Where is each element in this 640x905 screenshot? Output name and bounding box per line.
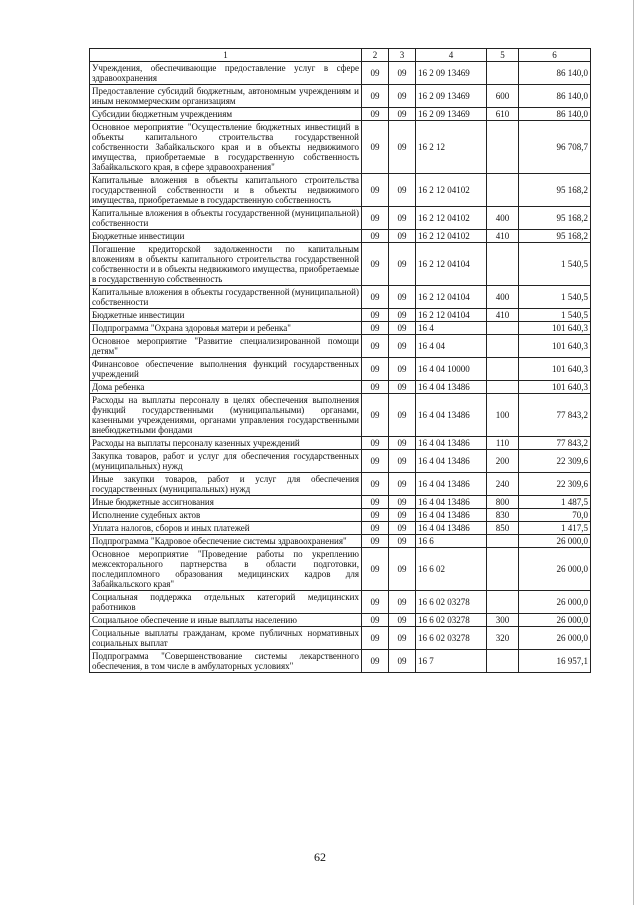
- row-target-article: 16 6 02: [416, 548, 487, 591]
- row-name: Погашение кредиторской задолженности по капитальным вложениям в объекты капитального строительства государственной собственности и в объекты недвижимого имущества, приобретаемые в государственную собственность: [90, 243, 362, 286]
- row-expense-type: 800: [487, 496, 519, 509]
- row-name: Социальная поддержка отдельных категорий медицинских работников: [90, 591, 362, 614]
- row-amount: 95 168,2: [519, 174, 591, 207]
- row-name: Капитальные вложения в объекты государственной (муниципальной) собственности: [90, 207, 362, 230]
- row-section: 09: [362, 535, 389, 548]
- row-section: 09: [362, 394, 389, 437]
- table-row: [90, 174, 591, 207]
- row-name: Подпрограмма "Совершенствование системы лекарственного обеспечения, в том числе в амбулаторных условиях": [90, 650, 362, 673]
- row-section: 09: [362, 548, 389, 591]
- row-target-article: 16 6 02 03278: [416, 591, 487, 614]
- row-amount: 16 957,1: [519, 650, 591, 673]
- table-row: [90, 473, 591, 496]
- row-expense-type: 200: [487, 450, 519, 473]
- table-row: [90, 309, 591, 322]
- row-expense-type: [487, 322, 519, 335]
- row-amount: 86 140,0: [519, 62, 591, 85]
- row-subsection: 09: [389, 496, 416, 509]
- row-subsection: 09: [389, 335, 416, 358]
- row-subsection: 09: [389, 85, 416, 108]
- header-cell-5: 5: [487, 49, 519, 62]
- row-target-article: 16 2 12 04104: [416, 243, 487, 286]
- budget-table-body: [90, 49, 591, 673]
- row-section: 09: [362, 627, 389, 650]
- row-name: Учреждения, обеспечивающие предоставление услуг в сфере здравоохранения: [90, 62, 362, 85]
- row-name: Исполнение судебных актов: [90, 509, 362, 522]
- row-subsection: 09: [389, 322, 416, 335]
- row-subsection: 09: [389, 286, 416, 309]
- table-row: [90, 121, 591, 174]
- table-row: [90, 650, 591, 673]
- row-target-article: 16 6: [416, 535, 487, 548]
- row-subsection: 09: [389, 650, 416, 673]
- row-section: 09: [362, 108, 389, 121]
- row-section: 09: [362, 85, 389, 108]
- header-cell-1: 1: [90, 49, 362, 62]
- table-row: [90, 535, 591, 548]
- row-subsection: 09: [389, 309, 416, 322]
- row-amount: 101 640,3: [519, 322, 591, 335]
- table-row: [90, 394, 591, 437]
- row-name: Расходы на выплаты персоналу в целях обеспечения выполнения функций государственными (муниципальными) органами, казенными учреждениями, органами управления государственными внебюджетными фондами: [90, 394, 362, 437]
- row-expense-type: 320: [487, 627, 519, 650]
- row-section: 09: [362, 358, 389, 381]
- row-subsection: 09: [389, 535, 416, 548]
- row-name: Иные бюджетные ассигнования: [90, 496, 362, 509]
- row-subsection: 09: [389, 108, 416, 121]
- row-expense-type: 400: [487, 207, 519, 230]
- row-section: 09: [362, 591, 389, 614]
- row-name: Иные закупки товаров, работ и услуг для обеспечения государственных (муниципальных) нужд: [90, 473, 362, 496]
- table-row: [90, 627, 591, 650]
- row-subsection: 09: [389, 614, 416, 627]
- row-expense-type: [487, 335, 519, 358]
- table-row: [90, 335, 591, 358]
- row-expense-type: [487, 358, 519, 381]
- row-section: 09: [362, 207, 389, 230]
- scan-edge-line: [633, 0, 634, 905]
- row-expense-type: [487, 591, 519, 614]
- row-section: 09: [362, 243, 389, 286]
- row-subsection: 09: [389, 522, 416, 535]
- row-expense-type: [487, 548, 519, 591]
- table-row: [90, 230, 591, 243]
- row-name: Основное мероприятие "Развитие специализированной помощи детям": [90, 335, 362, 358]
- row-subsection: 09: [389, 473, 416, 496]
- row-amount: 96 708,7: [519, 121, 591, 174]
- row-section: 09: [362, 335, 389, 358]
- row-name: Капитальные вложения в объекты капитального строительства государственной собственности и в объекты недвижимого имущества, приобретаемые в государственную собственность: [90, 174, 362, 207]
- table-row: [90, 381, 591, 394]
- row-name: Бюджетные инвестиции: [90, 230, 362, 243]
- page-number: 62: [314, 850, 326, 864]
- row-expense-type: 300: [487, 614, 519, 627]
- row-subsection: 09: [389, 381, 416, 394]
- row-expense-type: [487, 62, 519, 85]
- row-expense-type: 850: [487, 522, 519, 535]
- row-target-article: 16 4 04 10000: [416, 358, 487, 381]
- table-row: [90, 614, 591, 627]
- row-subsection: 09: [389, 62, 416, 85]
- table-row: [90, 522, 591, 535]
- row-target-article: 16 4 04 13486: [416, 437, 487, 450]
- table-row: [90, 286, 591, 309]
- row-amount: 1 540,5: [519, 309, 591, 322]
- row-expense-type: [487, 535, 519, 548]
- row-expense-type: [487, 243, 519, 286]
- budget-table: [89, 48, 591, 673]
- row-name: Предоставление субсидий бюджетным, автономным учреждениям и иным некоммерческим организациям: [90, 85, 362, 108]
- row-expense-type: 610: [487, 108, 519, 121]
- row-amount: 26 000,0: [519, 548, 591, 591]
- row-name: Социальное обеспечение и иные выплаты населению: [90, 614, 362, 627]
- row-amount: 1 417,5: [519, 522, 591, 535]
- row-section: 09: [362, 509, 389, 522]
- row-name: Субсидии бюджетным учреждениям: [90, 108, 362, 121]
- row-target-article: 16 2 12: [416, 121, 487, 174]
- row-amount: 26 000,0: [519, 535, 591, 548]
- row-name: Капитальные вложения в объекты государственной (муниципальной) собственности: [90, 286, 362, 309]
- table-row: [90, 437, 591, 450]
- row-amount: 95 168,2: [519, 207, 591, 230]
- row-target-article: 16 7: [416, 650, 487, 673]
- row-section: 09: [362, 614, 389, 627]
- row-amount: 95 168,2: [519, 230, 591, 243]
- row-amount: 1 487,5: [519, 496, 591, 509]
- row-target-article: 16 2 12 04102: [416, 230, 487, 243]
- row-expense-type: 240: [487, 473, 519, 496]
- table-header-row: [90, 49, 591, 62]
- table-row: [90, 322, 591, 335]
- table-row: [90, 548, 591, 591]
- row-target-article: 16 4 04 13486: [416, 394, 487, 437]
- table-row: [90, 358, 591, 381]
- row-section: 09: [362, 450, 389, 473]
- row-target-article: 16 4 04: [416, 335, 487, 358]
- row-target-article: 16 4 04 13486: [416, 450, 487, 473]
- row-name: Дома ребенка: [90, 381, 362, 394]
- row-target-article: 16 6 02 03278: [416, 614, 487, 627]
- row-subsection: 09: [389, 437, 416, 450]
- row-amount: 101 640,3: [519, 381, 591, 394]
- row-name: Уплата налогов, сборов и иных платежей: [90, 522, 362, 535]
- row-amount: 77 843,2: [519, 437, 591, 450]
- row-expense-type: 410: [487, 309, 519, 322]
- row-amount: 77 843,2: [519, 394, 591, 437]
- table-row: [90, 509, 591, 522]
- row-amount: 1 540,5: [519, 286, 591, 309]
- row-subsection: 09: [389, 358, 416, 381]
- row-expense-type: 100: [487, 394, 519, 437]
- row-amount: 101 640,3: [519, 358, 591, 381]
- row-subsection: 09: [389, 394, 416, 437]
- row-name: Финансовое обеспечение выполнения функций государственных учреждений: [90, 358, 362, 381]
- row-subsection: 09: [389, 207, 416, 230]
- row-target-article: 16 2 12 04104: [416, 286, 487, 309]
- row-section: 09: [362, 62, 389, 85]
- row-target-article: 16 2 09 13469: [416, 62, 487, 85]
- row-name: Подпрограмма "Кадровое обеспечение системы здравоохранения": [90, 535, 362, 548]
- row-target-article: 16 2 09 13469: [416, 85, 487, 108]
- row-target-article: 16 6 02 03278: [416, 627, 487, 650]
- row-subsection: 09: [389, 509, 416, 522]
- row-target-article: 16 4 04 13486: [416, 522, 487, 535]
- row-subsection: 09: [389, 450, 416, 473]
- row-name: Основное мероприятие "Осуществление бюджетных инвестиций в объекты капитального строительства государственной собственности Забайкальского края и в объекты недвижимого имущества, приобретаемые в государственную собственность Забайкальского края, в сфере здравоохранения": [90, 121, 362, 174]
- row-amount: 1 540,5: [519, 243, 591, 286]
- row-target-article: 16 4 04 13486: [416, 381, 487, 394]
- row-subsection: 09: [389, 591, 416, 614]
- row-target-article: 16 4 04 13486: [416, 509, 487, 522]
- row-expense-type: 600: [487, 85, 519, 108]
- row-expense-type: 400: [487, 286, 519, 309]
- table-row: [90, 85, 591, 108]
- row-section: 09: [362, 286, 389, 309]
- header-cell-2: 2: [362, 49, 389, 62]
- row-subsection: 09: [389, 174, 416, 207]
- row-subsection: 09: [389, 230, 416, 243]
- row-name: Расходы на выплаты персоналу казенных учреждений: [90, 437, 362, 450]
- row-expense-type: [487, 650, 519, 673]
- row-target-article: 16 4: [416, 322, 487, 335]
- row-target-article: 16 4 04 13486: [416, 496, 487, 509]
- row-amount: 26 000,0: [519, 591, 591, 614]
- row-amount: 26 000,0: [519, 627, 591, 650]
- table-row: [90, 108, 591, 121]
- row-section: 09: [362, 437, 389, 450]
- row-section: 09: [362, 309, 389, 322]
- row-target-article: 16 2 12 04104: [416, 309, 487, 322]
- header-cell-4: 4: [416, 49, 487, 62]
- row-amount: 86 140,0: [519, 108, 591, 121]
- table-row: [90, 243, 591, 286]
- row-name: Бюджетные инвестиции: [90, 309, 362, 322]
- row-expense-type: [487, 174, 519, 207]
- row-amount: 22 309,6: [519, 450, 591, 473]
- row-target-article: 16 4 04 13486: [416, 473, 487, 496]
- row-section: 09: [362, 230, 389, 243]
- row-target-article: 16 2 12 04102: [416, 207, 487, 230]
- table-row: [90, 591, 591, 614]
- row-section: 09: [362, 381, 389, 394]
- row-expense-type: 830: [487, 509, 519, 522]
- row-subsection: 09: [389, 627, 416, 650]
- row-name: Основное мероприятие "Проведение работы по укреплению межсекторального партнерства в области подготовки, последипломного образования медицинских кадров для Забайкальского края": [90, 548, 362, 591]
- row-target-article: 16 2 09 13469: [416, 108, 487, 121]
- row-subsection: 09: [389, 548, 416, 591]
- row-expense-type: 110: [487, 437, 519, 450]
- row-section: 09: [362, 650, 389, 673]
- header-cell-3: 3: [389, 49, 416, 62]
- row-expense-type: [487, 121, 519, 174]
- row-amount: 101 640,3: [519, 335, 591, 358]
- row-name: Закупка товаров, работ и услуг для обеспечения государственных (муниципальных) нужд: [90, 450, 362, 473]
- row-section: 09: [362, 522, 389, 535]
- row-amount: 22 309,6: [519, 473, 591, 496]
- row-expense-type: 410: [487, 230, 519, 243]
- table-row: [90, 496, 591, 509]
- row-subsection: 09: [389, 243, 416, 286]
- row-section: 09: [362, 322, 389, 335]
- row-name: Социальные выплаты гражданам, кроме публичных нормативных социальных выплат: [90, 627, 362, 650]
- row-section: 09: [362, 473, 389, 496]
- row-name: Подпрограмма "Охрана здоровья матери и ребенка": [90, 322, 362, 335]
- table-row: [90, 62, 591, 85]
- row-amount: 86 140,0: [519, 85, 591, 108]
- row-section: 09: [362, 174, 389, 207]
- table-row: [90, 450, 591, 473]
- row-subsection: 09: [389, 121, 416, 174]
- header-cell-6: 6: [519, 49, 591, 62]
- row-expense-type: [487, 381, 519, 394]
- row-section: 09: [362, 496, 389, 509]
- table-row: [90, 207, 591, 230]
- row-section: 09: [362, 121, 389, 174]
- row-amount: 26 000,0: [519, 614, 591, 627]
- row-amount: 70,0: [519, 509, 591, 522]
- row-target-article: 16 2 12 04102: [416, 174, 487, 207]
